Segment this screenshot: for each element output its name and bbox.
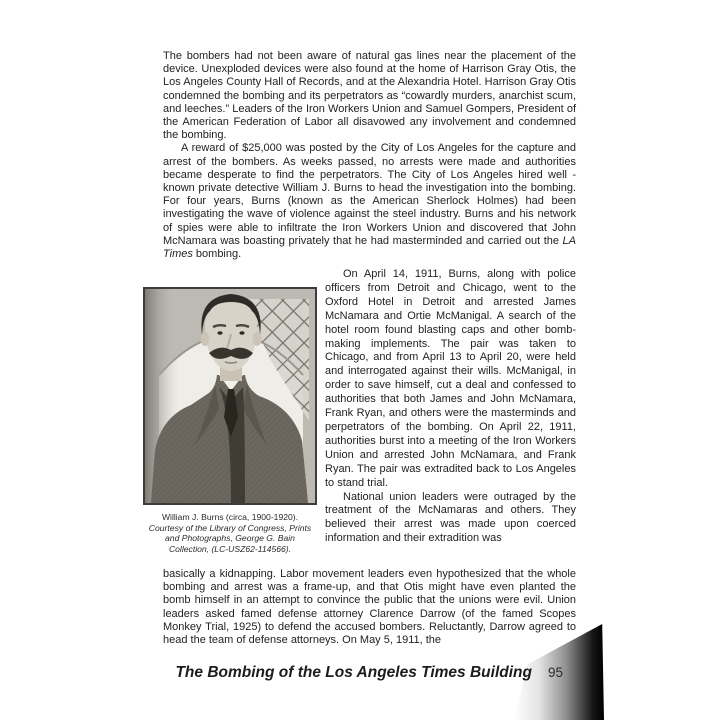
page-number: 95 <box>547 665 563 680</box>
paragraph-2 <box>163 142 576 261</box>
right-column-text <box>325 268 576 546</box>
paragraph-2-text: A reward of $25,000 was posted by the City of Los Angeles for the capture and arrest of the bombers. As weeks passed, no arrests were made and authorities became desperate to find the perpetrators. The City of Los Angeles hired well -known private detective William J. Burns to head the investigation into the bombing. For four years, Burns (known as the American Sherlock Holmes) had been investigating the wave of violence against the steel industry. Burns and his network of spies were able to infiltrate the Iron Workers Union and discovered that John McNamara was boasting privately that he had masterminded and carried out the <box>163 142 576 247</box>
portrait-photo <box>145 289 315 503</box>
photo-frame <box>143 287 317 505</box>
main-text-bottom <box>163 568 576 647</box>
caption-name: William J. Burns (circa, 1900-1920). <box>161 512 299 522</box>
chapter-title: The Bombing of the Los Angeles Times Building <box>175 664 532 681</box>
ear-right <box>253 332 262 346</box>
ear-left <box>201 332 210 346</box>
eye-right <box>239 331 244 335</box>
paragraph-4-column: National union leaders were outraged by the treatment of the McNamaras and others. They believed their arrest was made upon coerced information and their extradition was <box>325 490 576 545</box>
la-times-italic: LA Times <box>163 234 576 261</box>
running-footer <box>163 664 563 682</box>
paragraph-2-end: bombing. <box>192 248 242 261</box>
eye-left <box>217 331 222 335</box>
photo-caption <box>148 512 312 554</box>
paragraph-3: On April 14, 1911, Burns, along with police officers from Detroit and Chicago, went to the Oxford Hotel in Detroit and arrested James McNamara and Ortie McManigal. A search of the hotel room found blasting caps and other bomb-making implements. The pair was taken to Chicago, and from April 13 to April 20, were held and interrogated against their wills. McManigal, in order to save himself, cut a deal and confessed to authorities that both James and John McNamara, Frank Ryan, and others were the masterminds and perpetrators of the bombing. On April 22, 1911, authorities burst into a meeting of the Iron Workers Union and arrested John McNamara, and Frank Ryan. The pair was extradited back to Los Angeles to stand trial. <box>325 268 576 489</box>
main-text-top <box>163 50 576 261</box>
caption-credit: Courtesy of the Library of Congress, Prints and Photographs, George G. Bain Collection, (LC-USZ62-114566). <box>148 522 312 554</box>
photo-block <box>143 287 317 554</box>
paragraph-4-full: basically a kidnapping. Labor movement leaders even hypothesized that the whole bombing and arrest was a frame-up, and that Otis might have even planted the bomb himself in an attempt to convince the public that the unions were evil. Union leaders asked famed defense attorney Clarence Darrow (of the famed Scopes Monkey Trial, 1925) to defend the accused bombers. Reluctantly, Darrow agreed to head the team of defense attorneys. On May 5, 1911, the <box>163 568 576 647</box>
paragraph-1: The bombers had not been aware of natural gas lines near the placement of the device. Unexploded devices were also found at the home of Harrison Gray Otis, the Los Angeles County Hall of Records, and at the Alexandria Hotel. Harrison Gray Otis condemned the bombing and its perpetrators as “cowardly murders, anarchist scum, and leeches.” Leaders of the Iron Workers Union and Samuel Gompers, President of the American Federation of Labor all disavowed any involvement and condemned the bombing. <box>163 50 576 142</box>
